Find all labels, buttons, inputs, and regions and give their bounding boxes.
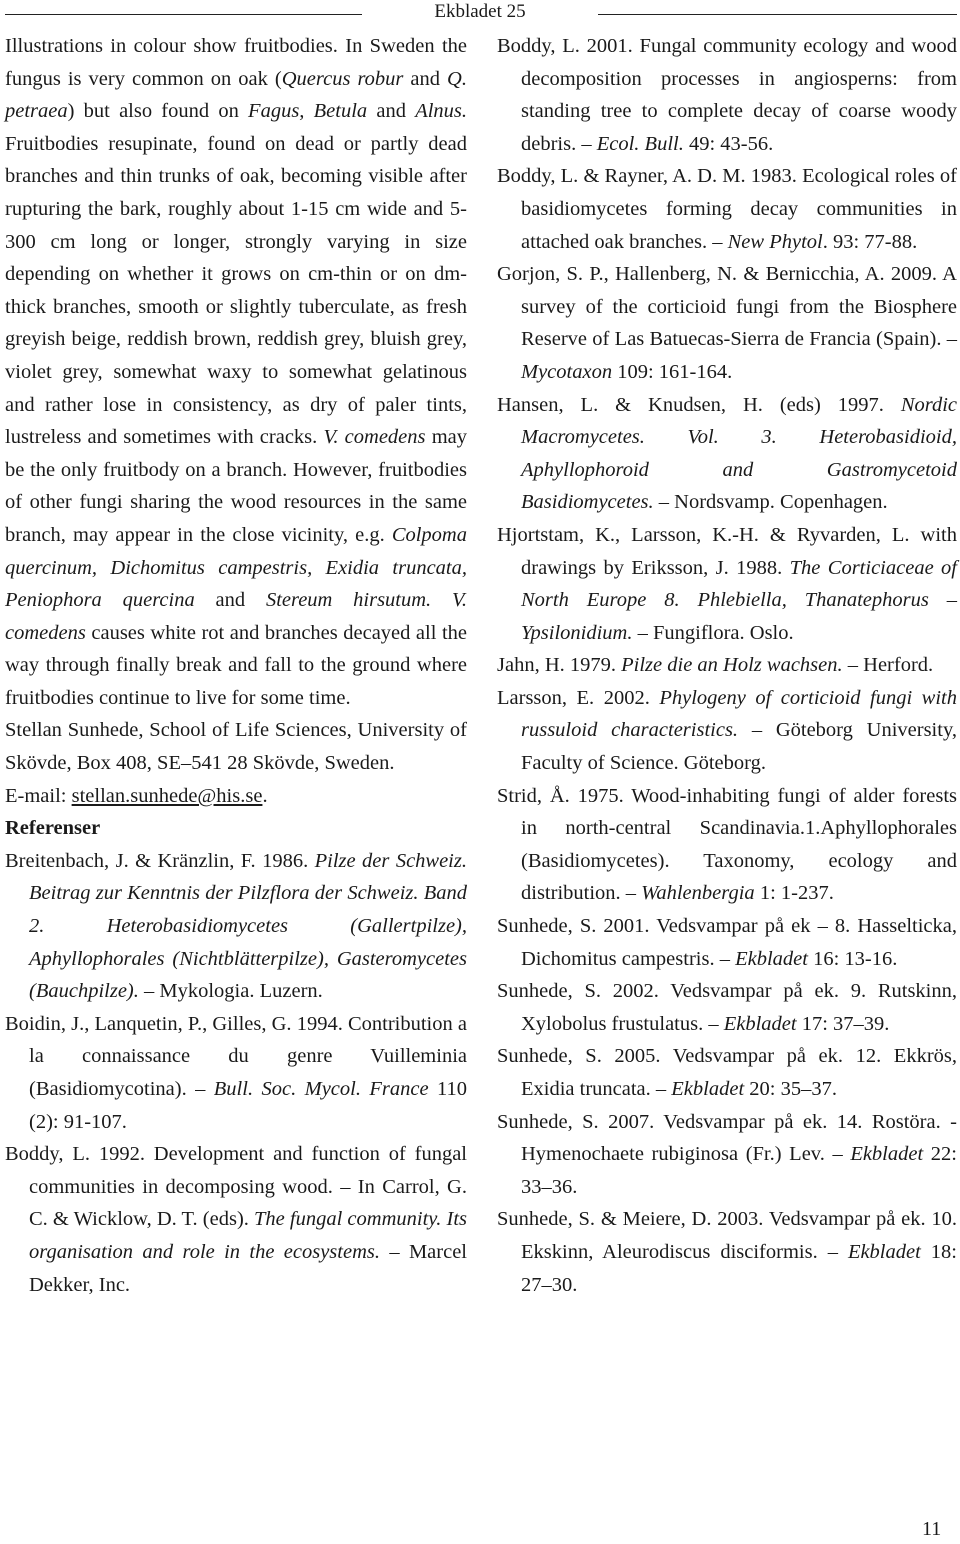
reference-entry	[497, 30, 957, 160]
text-run: Fruitbodies resupinate, found on dead or partly dead branches and thin trunks of oak, becoming visible after rupturing the bark, roughly about 1-15 cm wide and 5-300 cm long or longer, strongly varying in size depending on whether it grows on cm-thin or on dm-thick branches, smooth or slightly tuberculate, as fresh greyish beige, reddish brown, reddish grey, bluish grey, violet grey, somewhat waxy to somewhat gelatinous and rather lose in consistency, as dry of paler tints, lustreless and sometimes with cracks.	[5, 132, 467, 449]
text-run: – Mykologia. Luzern.	[138, 980, 323, 1003]
italic-text: Pilze der Schweiz. Beitrag zur Kenntnis der Pilzflora der Schweiz. Band 2. Heterobasidiomycetes (Gallertpilze), Aphyllophorales (Nichtblätterpilze), Gasteromycetes (Bauchpilze).	[29, 849, 467, 1003]
italic-text: New Phytol	[727, 230, 823, 253]
text-run: 49: 43-56.	[683, 132, 774, 155]
text-run: Jahn, H. 1979.	[497, 654, 622, 677]
text-run: – Nordsvamp. Copenhagen.	[653, 491, 888, 514]
italic-text: Ekbladet	[850, 1143, 924, 1166]
text-run: Sunhede, S. 2005. Vedsvampar på ek. 12. Ekkrös, Exidia truncata. –	[497, 1045, 957, 1100]
text-run: and	[367, 100, 416, 123]
italic-text: Fagus, Betula	[248, 100, 368, 123]
text-run: 110 (2): 91-107.	[29, 1078, 467, 1133]
references-left-list	[5, 845, 467, 1301]
text-run: Sunhede, S. 2002. Vedsvampar på ek. 9. Rutskinn, Xylobolus frustulatus. –	[497, 980, 957, 1035]
text-run: 17: 37–39.	[796, 1012, 890, 1035]
text-run: Breitenbach, J. & Kränzlin, F. 1986.	[5, 849, 315, 872]
text-run: Sunhede, S. 2007. Vedsvampar på ek. 14. Rostöra. - Hymenochaete rubiginosa (Fr.) Lev. –	[497, 1110, 957, 1166]
text-run: – Marcel Dekker, Inc.	[29, 1240, 467, 1296]
text-run: ) but also found on	[67, 100, 249, 123]
reference-entry	[497, 975, 957, 1040]
text-run: – Göteborg University, Faculty of Science. Göteborg.	[521, 719, 957, 775]
text-run: 109: 161-164.	[612, 360, 733, 383]
italic-text: Stereum hirsutum. V. comedens	[5, 589, 467, 644]
reference-entry	[497, 910, 957, 975]
text-run: 16: 13-16.	[807, 947, 898, 970]
italic-text: Alnus.	[415, 100, 468, 123]
reference-entry	[5, 1138, 467, 1301]
journal-title: Ekbladet 25	[434, 1, 526, 22]
italic-text: Pilze die an Holz wachsen.	[621, 654, 843, 677]
italic-text: The Corticiaceae of North Europe 8. Phlebiella, Thanatephorus – Ypsilonidium.	[521, 556, 957, 644]
right-column	[497, 30, 957, 1301]
text-run: Boddy, L. 2001. Fungal community ecology and wood decomposition processes in angiosperns: from standing tree to complete decay of coarse woody debris. –	[497, 35, 957, 155]
reference-entry	[497, 1106, 957, 1204]
text-run: and	[194, 589, 266, 612]
italic-text: The fungal community. Its organisation and role in the ecosystems.	[29, 1208, 467, 1263]
italic-text: Nordic Macromycetes. Vol. 3. Heterobasidioid, Aphyllophoroid and Gastromycetoid Basidiomycetes.	[521, 393, 957, 514]
italic-text: Ekbladet	[671, 1078, 745, 1100]
italic-text: Colpoma quercinum, Dichomitus campestris, Exidia truncata, Peniophora quercina	[5, 523, 467, 612]
email-label: E-mail:	[5, 784, 72, 807]
italic-text: Quercus robur	[281, 67, 404, 90]
reference-entry	[497, 160, 957, 258]
italic-text: V. comedens	[323, 426, 426, 449]
text-run: Sunhede, S. & Meiere, D. 2003. Vedsvampar på ek. 10. Ekskinn, Aleurodiscus disciformis. –	[497, 1208, 957, 1263]
text-run: Hansen, L. & Knudsen, H. (eds) 1997.	[497, 393, 901, 416]
italic-text: Ekbladet	[735, 947, 808, 970]
header-rule-right	[598, 14, 957, 15]
italic-text: Ecol. Bull.	[596, 132, 684, 155]
author-address: Stellan Sunhede, School of Life Sciences, University of Skövde, Box 408, SE–541 28 Skövde, Sweden.	[5, 719, 467, 775]
reference-entry	[497, 780, 957, 910]
text-run: – Fungiflora. Oslo.	[632, 621, 794, 644]
text-run: Boddy, L. 1992. Development and function of fungal communities in decomposing wood. – In Carrol, G. C. & Wicklow, D. T. (eds).	[5, 1143, 467, 1231]
text-run: Boddy, L. & Rayner, A. D. M. 1983. Ecological roles of basidiomycetes forming decay communities in attached oak branches. –	[497, 165, 957, 253]
text-run: causes white rot and branches decayed all the way through finally break and fall to the ground where fruitbodies continue to live for some time.	[5, 621, 467, 709]
text-run: may be the only fruitbody on a branch. However, fruitbodies of other fungi sharing the wood resources in the same branch, may appear in the close vicinity, e.g.	[5, 426, 467, 546]
reference-entry	[5, 1008, 467, 1138]
reference-entry	[497, 682, 957, 780]
page-number: 11	[922, 1518, 942, 1540]
italic-text: Bull. Soc. Mycol. France	[213, 1078, 429, 1100]
text-run: 20: 35–37.	[744, 1078, 837, 1100]
text-run: 22: 33–36.	[521, 1143, 957, 1198]
text-run: Illustrations in colour show fruitbodies. In Sweden the fungus is very common on oak (	[5, 35, 467, 90]
italic-text: Ekbladet	[723, 1012, 797, 1035]
body-paragraph	[5, 30, 467, 714]
reference-entry	[497, 519, 957, 649]
text-run: 1: 1-237.	[754, 882, 834, 905]
text-run: Larsson, E. 2002.	[497, 686, 660, 709]
reference-entry	[497, 389, 957, 519]
text-run: and	[403, 67, 448, 90]
text-run: . 93: 77-88.	[822, 230, 918, 253]
left-column	[5, 30, 467, 1301]
italic-text: Ekbladet	[847, 1240, 921, 1263]
text-run: Gorjon, S. P., Hallenberg, N. & Bernicchia, A. 2009. A survey of the corticioid fungi from the Biosphere Reserve of Las Batuecas-Sierra de Francia (Spain). –	[497, 263, 957, 351]
reference-entry	[497, 1040, 957, 1105]
text-run: Strid, Å. 1975. Wood-inhabiting fungi of alder forests in north-central Scandinavia.1.Aphyllophorales (Basidiomycetes). Taxonomy, ecology and distribution. –	[497, 784, 957, 905]
text-run: – Herford.	[842, 654, 934, 677]
reference-entry	[497, 258, 957, 388]
italic-text: Phylogeny of corticioid fungi with russuloid characteristics.	[521, 686, 957, 742]
text-run: Boidin, J., Lanquetin, P., Gilles, G. 1994. Contribution a la connaissance du genre Vuilleminia (Basidiomycotina). –	[5, 1012, 467, 1100]
reference-entry	[5, 845, 467, 1008]
italic-text: Wahlenbergia	[641, 882, 755, 905]
text-run: Sunhede, S. 2001. Vedsvampar på ek – 8. Hasselticka, Dichomitus campestris. –	[497, 915, 957, 970]
email-link[interactable]: stellan.sunhede@his.se	[71, 784, 263, 807]
italic-text: Mycotaxon	[521, 360, 613, 383]
references-heading: Referenser	[5, 817, 101, 840]
email-suffix: .	[262, 784, 268, 807]
reference-entry	[497, 649, 957, 682]
text-run: Hjortstam, K., Larsson, K.-H. & Ryvarden, L. with drawings by Eriksson, J. 1988.	[497, 523, 957, 579]
email-line	[5, 780, 467, 813]
text-run: 18: 27–30.	[521, 1240, 957, 1296]
header-rule-left	[5, 14, 362, 15]
reference-entry	[497, 1203, 957, 1301]
references-right-list	[497, 30, 957, 1301]
italic-text: Q. petraea	[5, 67, 467, 123]
